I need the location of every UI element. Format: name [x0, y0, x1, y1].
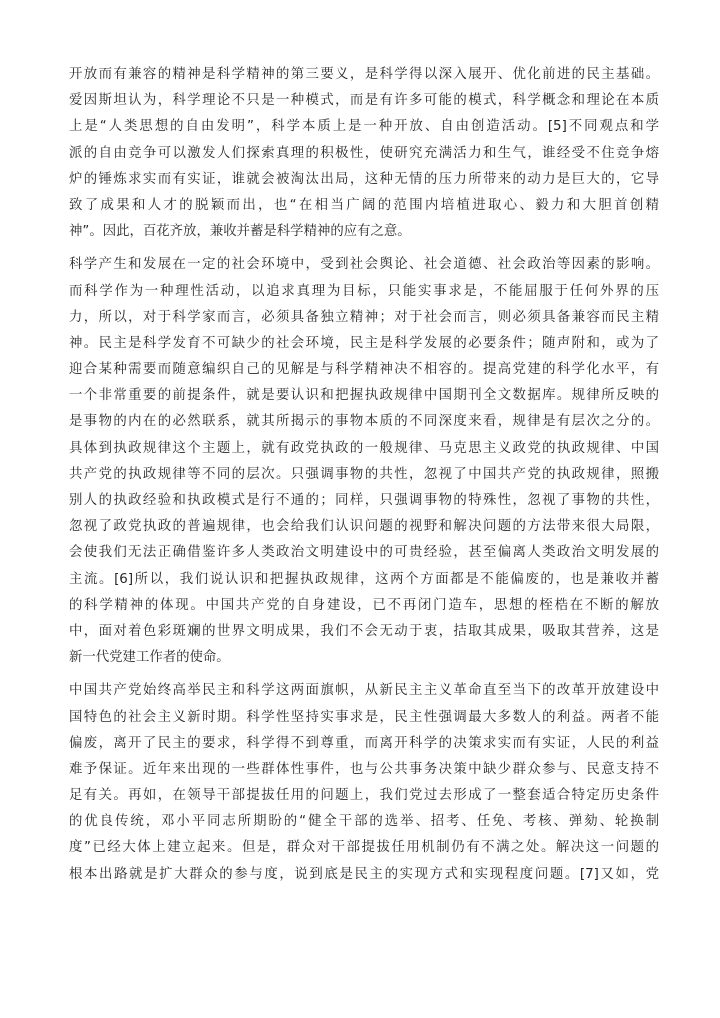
text-line: 神。民主是科学发育不可缺少的社会环境，民主是科学发展的必要条件；随声附和，或为了 [69, 335, 659, 351]
text-line: 国特色的社会主义新时期。科学性坚持实事求是，民主性强调最大多数人的利益。两者不能 [69, 709, 659, 725]
text-line: 难予保证。近年来出现的一些群体性事件，也与公共事务决策中缺少群众参与、民意支持不 [69, 761, 659, 777]
document-page [69, 62, 659, 895]
text-line: 神”。因此，百花齐放，兼收并蓄是科学精神的应有之意。 [69, 224, 411, 240]
paragraph-1 [69, 62, 659, 245]
text-line: 的科学精神的体现。中国共产党的自身建设，已不再闭门造车，思想的桎梏在不断的解放 [69, 597, 659, 613]
text-line: 迎合某种需要而随意编织自己的见解是与科学精神决不相容的。提高党建的科学化水平，有 [69, 362, 659, 378]
text-line: 炉的锤炼求实而有实证，谁就会被淘汰出局，这种无情的压力所带来的动力是巨大的，它导 [69, 171, 659, 187]
text-line: 科学产生和发展在一定的社会环境中，受到社会舆论、社会道德、社会政治等因素的影响。 [69, 257, 659, 273]
text-line: 致了成果和人才的脱颖而出，也“在相当广阔的范围内培植进取心、毅力和大胆首创精 [69, 197, 659, 213]
text-line: 偏废，离开了民主的要求，科学得不到尊重，而离开科学的决策求实而有实证，人民的利益 [69, 735, 659, 751]
text-line: 中，面对着色彩斑斓的世界文明成果，我们不会无动于衷，拮取其成果，吸取其营养，这是 [69, 623, 659, 639]
text-line: 新一代党建工作者的使命。 [69, 650, 230, 666]
text-line: 是事物的内在的必然联系，就其所揭示的事物本质的不同深度来看，规律是有层次之分的。 [69, 414, 659, 430]
text-line: 忽视了政党执政的普遍规律，也会给我们认识问题的视野和解决问题的方法带来很大局限， [69, 519, 659, 535]
text-line: 共产党的执政规律等不同的层次。只强调事物的共性，忽视了中国共产党的执政规律，照搬 [69, 466, 659, 482]
text-line: 力，所以，对于科学家而言，必须具备独立精神；对于社会而言，则必须具备兼容而民主精 [69, 309, 659, 325]
text-line: 足有关。再如，在领导干部提拔任用的问题上，我们党过去形成了一整套适合特定历史条件 [69, 788, 659, 804]
text-line: 派的自由竞争可以激发人们探索真理的积极性，使研究充满活力和生气，谁经受不住竞争熔 [69, 145, 659, 161]
text-line: 而科学作为一种理性活动，以追求真理为目标，只能实事求是，不能屈服于任何外界的压 [69, 283, 659, 299]
paragraph-2 [69, 252, 659, 671]
text-line: 会使我们无法正确借鉴许多人类政治文明建设中的可贵经验，甚至偏离人类政治文明发展的 [69, 545, 659, 561]
text-line: 别人的执政经验和执政模式是行不通的；同样，只强调事物的特殊性，忽视了事物的共性， [69, 493, 659, 508]
text-line: 爱因斯坦认为，科学理论不只是一种模式，而是有许多可能的模式，科学概念和理论在本质 [69, 93, 659, 109]
paragraph-3 [69, 678, 659, 888]
text-line: 根本出路就是扩大群众的参与度，说到底是民主的实现方式和实现程度问题。[7]又如，党 [69, 866, 659, 882]
text-line: 的优良传统，邓小平同志所期盼的“健全干部的选举、招考、任免、考核、弹劾、轮换制 [69, 814, 659, 830]
text-line: 度”已经大体上建立起来。但是，群众对干部提拔任用机制仍有不满之处。解决这一问题的 [69, 840, 659, 856]
text-line: 中国共产党始终高举民主和科学这两面旗帜，从新民主主义革命直至当下的改革开放建设中 [69, 683, 659, 699]
text-line: 具体到执政规律这个主题上，就有政党执政的一般规律、马克思主义政党的执政规律、中国 [69, 440, 659, 456]
text-line: 主流。[6]所以，我们说认识和把握执政规律，这两个方面都是不能偏废的，也是兼收并蓄 [69, 571, 659, 587]
text-line: 上是“人类思想的自由发明”，科学本质上是一种开放、自由创造活动。[5]不同观点和学 [69, 119, 659, 135]
text-line: 一个非常重要的前提条件，就是要认识和把握执政规律中国期刊全文数据库。规律所反映的 [69, 388, 659, 404]
text-line: 开放而有兼容的精神是科学精神的第三要义，是科学得以深入展开、优化前进的民主基础。 [69, 67, 659, 82]
